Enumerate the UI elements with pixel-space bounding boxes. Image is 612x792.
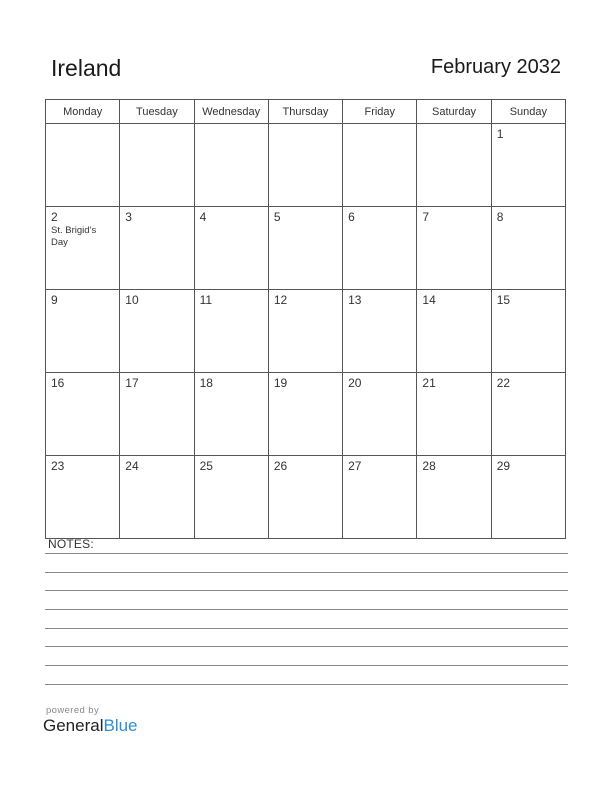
day-cell [46, 207, 120, 290]
weekday-header: Saturday [417, 100, 491, 124]
day-number: 20 [348, 376, 362, 390]
day-number: 13 [348, 293, 362, 307]
day-number: 12 [273, 293, 288, 307]
day-number: 1 [496, 127, 504, 141]
day-cell [194, 207, 268, 290]
day-number: 8 [496, 210, 504, 224]
day-cell [194, 290, 268, 373]
day-cell-empty [46, 124, 120, 207]
notes-line [45, 684, 568, 685]
day-number: 10 [125, 293, 139, 307]
day-number: 24 [125, 459, 139, 473]
brand-blue: Blue [103, 716, 138, 735]
day-number: 28 [422, 459, 436, 473]
notes-line [45, 590, 568, 591]
day-number: 9 [51, 293, 58, 307]
day-cell [120, 456, 194, 539]
day-cell [46, 290, 120, 373]
weekday-header: Thursday [268, 100, 342, 124]
day-cell-empty [417, 124, 491, 207]
day-cell [491, 456, 565, 539]
day-cell [120, 290, 194, 373]
holiday-label: St. Brigid’s Day [51, 225, 97, 248]
day-cell [343, 456, 417, 539]
month-year-title: February 2032 [430, 56, 561, 78]
notes-line [45, 609, 568, 610]
day-number: 16 [51, 376, 65, 390]
day-number: 27 [348, 459, 362, 473]
weekday-header: Monday [46, 100, 120, 124]
day-cell [194, 373, 268, 456]
day-number: 14 [422, 293, 436, 307]
day-number: 11 [199, 293, 213, 307]
day-number: 22 [496, 376, 511, 390]
week-row [46, 373, 566, 456]
weekday-header: Tuesday [120, 100, 194, 124]
day-cell-empty [343, 124, 417, 207]
day-cell [491, 290, 565, 373]
day-cell [491, 124, 565, 207]
day-cell [343, 290, 417, 373]
week-row [46, 124, 566, 207]
day-cell [120, 207, 194, 290]
day-cell [268, 373, 342, 456]
day-cell [417, 373, 491, 456]
week-row [46, 290, 566, 373]
day-number: 2 [51, 210, 58, 224]
notes-line [45, 646, 568, 647]
day-cell [491, 207, 565, 290]
day-number: 29 [496, 459, 511, 473]
day-cell [417, 207, 491, 290]
day-cell [343, 207, 417, 290]
day-number: 3 [125, 210, 132, 224]
day-number: 21 [422, 376, 436, 390]
notes-line [45, 628, 568, 629]
day-number: 7 [422, 210, 430, 224]
day-cell [343, 373, 417, 456]
generalblue-logo [43, 716, 138, 736]
week-row [46, 456, 566, 539]
calendar-grid [45, 99, 566, 539]
weekday-header: Wednesday [194, 100, 268, 124]
day-number: 15 [496, 293, 511, 307]
notes-label: NOTES: [48, 537, 94, 551]
day-number: 23 [51, 459, 65, 473]
day-cell [194, 456, 268, 539]
day-cell [417, 456, 491, 539]
day-number: 25 [199, 459, 213, 473]
day-cell-empty [268, 124, 342, 207]
day-number: 6 [348, 210, 355, 224]
day-cell [120, 373, 194, 456]
day-cell [268, 290, 342, 373]
day-number: 19 [273, 376, 288, 390]
day-number: 26 [273, 459, 288, 473]
day-number: 17 [125, 376, 139, 390]
notes-line [45, 572, 568, 573]
day-number: 5 [273, 210, 281, 224]
day-cell [46, 373, 120, 456]
weekday-header: Sunday [491, 100, 565, 124]
notes-line [45, 553, 568, 554]
week-row [46, 207, 566, 290]
brand-general: General [43, 716, 104, 735]
powered-by-label: powered by [46, 705, 100, 716]
day-cell [46, 456, 120, 539]
day-cell-empty [194, 124, 268, 207]
weekday-header-row [46, 100, 566, 124]
notes-line [45, 665, 568, 666]
day-cell [268, 456, 342, 539]
country-title: Ireland [51, 55, 122, 81]
day-cell [417, 290, 491, 373]
day-cell [491, 373, 565, 456]
day-cell-empty [120, 124, 194, 207]
day-cell [268, 207, 342, 290]
day-number: 18 [199, 376, 213, 390]
weekday-header: Friday [343, 100, 417, 124]
day-number: 4 [199, 210, 207, 224]
